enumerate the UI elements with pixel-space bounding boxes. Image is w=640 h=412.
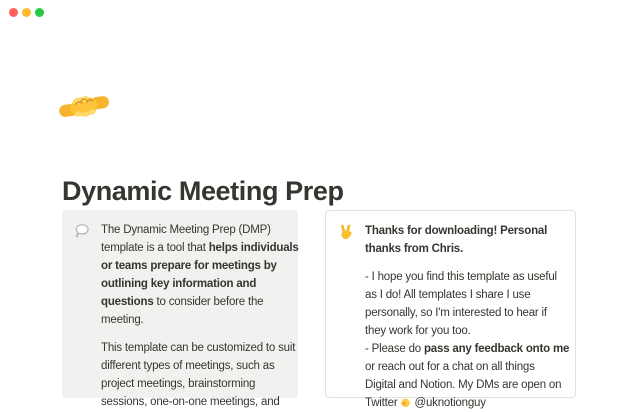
text-line: thanks from Chris. [365,243,464,255]
text-line: or reach out for a chat on all things [365,361,535,373]
paragraph [101,339,299,411]
callout-thanks-note[interactable] [325,210,576,409]
bird-emoji [400,397,411,407]
text-line: meeting. [101,314,144,326]
handshake-emoji[interactable] [62,84,106,128]
text-line: project meetings, brainstorming [101,378,256,390]
text-line: outlining key information and [101,278,257,290]
victory-hand-emoji [338,224,354,240]
text-line: sessions, one-on-one meetings, and [101,396,280,408]
text-line: they work for you too. [365,325,471,337]
page-title[interactable]: Dynamic Meeting Prep [62,176,344,207]
callout-template-description[interactable] [62,210,299,408]
text-line: - I hope you find this template as useful [365,271,557,283]
paragraph-gap [101,329,299,339]
text-line: The Dynamic Meeting Prep (DMP) [101,224,271,236]
text-line: template is a tool that helps individuals [101,242,299,254]
two-column-layout [62,210,576,409]
callout-text [101,221,299,411]
text-line: Digital and Notion. My DMs are open on [365,379,562,391]
close-window-button[interactable] [9,8,18,17]
paragraph-gap [365,258,569,268]
minimize-window-button[interactable] [22,8,31,17]
text-line: as I do! All templates I share I use [365,289,531,301]
text-line: - Please do pass any feedback onto me [365,343,570,355]
text-line: questions to consider before the [101,296,264,308]
zoom-window-button[interactable] [35,8,44,17]
text-line: This template can be customized to suit [101,342,296,354]
text-line: Twitter @uknotionguy [365,397,486,409]
thought-balloon-emoji [74,223,90,239]
text-line: different types of meetings, such as [101,360,275,372]
paragraph [101,221,299,329]
text-line: or teams prepare for meetings by [101,260,277,272]
paragraph [365,340,569,412]
text-line: Thanks for downloading! Personal [365,225,548,237]
window-controls [9,8,44,17]
paragraph [365,268,569,340]
callout-text [365,222,569,412]
text-line: personally, so I'm interested to hear if [365,307,547,319]
paragraph [365,222,569,258]
